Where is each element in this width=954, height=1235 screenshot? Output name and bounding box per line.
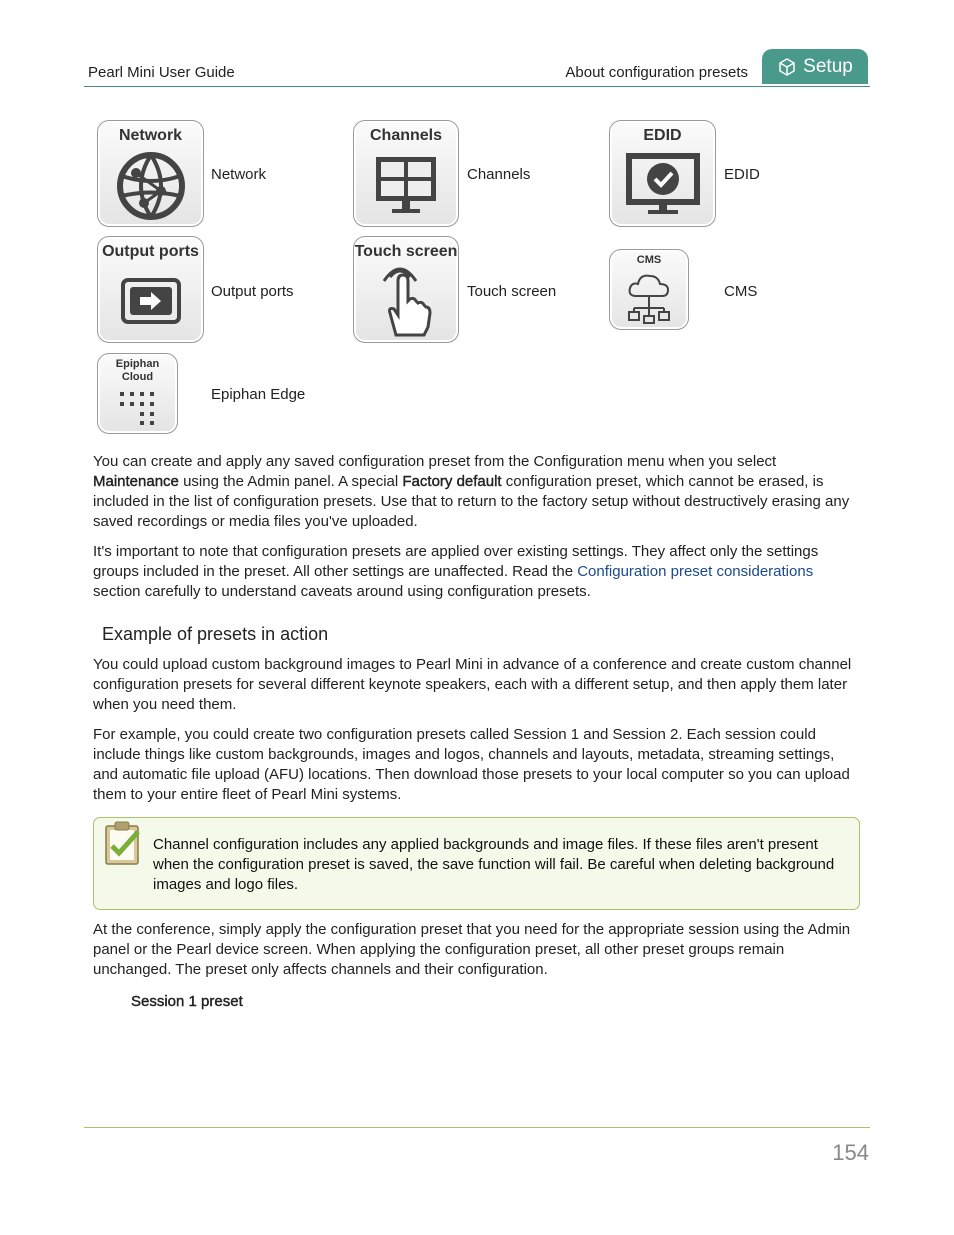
monitor-check-icon (626, 153, 700, 217)
cms-tile-title: CMS (636, 254, 662, 266)
paragraph-example: For example, you could create two configuration presets called Session 1 and Session 2. Each session could include things like custom backgrounds, images and logos, channels and layouts, metadata, streaming settings, and automatic file upload (AFU) locations. Then download those presets to your local computer so you can upload them to your entire fleet of Pearl Mini systems. (93, 726, 850, 803)
maintenance-term: Maintenance (93, 473, 179, 490)
cms-tile (609, 249, 689, 330)
touch-screen-label: Touch screen (467, 283, 557, 300)
setup-tab[interactable] (762, 49, 868, 84)
epiphan-cloud-title-line2: Cloud (121, 371, 154, 383)
channels-tile-title: Channels (369, 127, 442, 144)
dot-grid-icon (118, 390, 158, 426)
section-title: About configuration presets (565, 64, 748, 81)
channels-tile (353, 120, 459, 227)
p2-text-b: section carefully to understand caveats around using configuration presets. (93, 583, 591, 600)
p1-text-a: You can create and apply any saved configuration preset from the Configuration menu when you select (93, 453, 777, 470)
network-label: Network (211, 166, 267, 183)
clipboard-check-icon (104, 820, 142, 866)
cube-icon (777, 57, 797, 77)
epiphan-edge-label: Epiphan Edge (211, 386, 306, 403)
network-tile (97, 120, 204, 227)
cms-label: CMS (724, 283, 758, 300)
paragraph-maintenance (93, 452, 863, 532)
factory-default-term: Factory default (402, 473, 502, 490)
output-ports-label: Output ports (211, 283, 294, 300)
epiphan-cloud-title-line1: Epiphan (115, 358, 160, 370)
p1-text-c: using the Admin panel. A special (178, 473, 403, 490)
output-ports-tile (97, 236, 204, 343)
document-title: Pearl Mini User Guide (88, 64, 235, 81)
channels-label: Channels (467, 166, 531, 183)
touch-screen-tile (353, 236, 459, 343)
header-divider (84, 86, 870, 87)
configuration-preset-considerations-link[interactable]: Configuration preset considerations (577, 563, 814, 580)
edid-label: EDID (724, 166, 760, 183)
epiphan-cloud-tile-title (98, 358, 177, 384)
epiphan-cloud-tile (97, 353, 178, 434)
page-number: 154 (832, 1140, 869, 1165)
setup-tab-label: Setup (803, 55, 853, 77)
output-arrow-icon (120, 277, 182, 325)
edid-tile (609, 120, 716, 227)
hand-touch-icon (376, 265, 436, 339)
p2-text-a: It's important to note that configuration presets are applied over existing settings. They affect only the settings groups included in the preset. All other settings are unaffected. Read the (93, 543, 819, 580)
session-1-preset-label: Session 1 preset (131, 993, 243, 1010)
note-box (93, 817, 860, 910)
paragraph-upload: You could upload custom background images to Pearl Mini in advance of a conference and create custom channel configuration presets for several different keynote speakers, each with a different setup, and then apply them later when you need them. (93, 656, 852, 713)
network-tile-title: Network (118, 127, 183, 144)
section-heading: Example of presets in action (102, 624, 329, 644)
touch-screen-tile-title: Touch screen (354, 243, 458, 260)
paragraph-settings-note (93, 542, 863, 602)
note-text: Channel configuration includes any applied backgrounds and image files. If these files aren't present when the configuration preset is saved, the save function will fail. Be careful when deleting background images and logo files. (153, 836, 835, 893)
paragraph-conference: At the conference, simply apply the configuration preset that you need for the appropriate session using the Admin panel or the Pearl device screen. When applying the configuration preset, all other preset groups remain unchanged. The preset only affects channels and their configuration. (93, 921, 851, 978)
monitor-grid-icon (374, 155, 438, 215)
footer-divider (84, 1127, 870, 1128)
p1-text-e: configuration preset, which cannot be erased, is included in the list of configuration presets. Use that to return to the factory setup without destructively erasing any saved recordings or media files you've uploaded. (93, 473, 850, 530)
globe-icon (116, 151, 186, 221)
output-ports-tile-title: Output ports (102, 243, 199, 260)
cloud-network-icon (624, 270, 674, 324)
edid-tile-title: EDID (643, 127, 682, 144)
